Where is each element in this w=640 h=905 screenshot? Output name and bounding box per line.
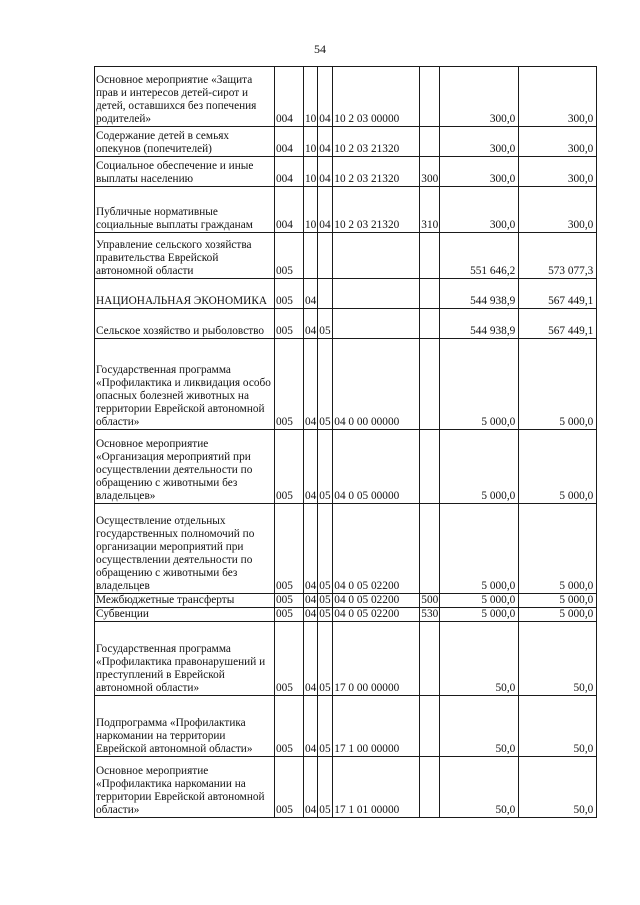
- row-name: Государственная программа «Профилактика правонарушений и преступлений в Еврейской автономной области»: [95, 622, 275, 696]
- row-name: Основное мероприятие «Организация мероприятий при осуществлении деятельности по обращению с животными без владельцев»: [95, 430, 275, 504]
- table-row: [95, 696, 597, 757]
- amount-year-2: 5 000,0: [519, 339, 597, 430]
- section-code: 10: [304, 157, 318, 187]
- subsection-code: 04: [318, 157, 333, 187]
- expense-type-code: [420, 696, 440, 757]
- expense-type-code: [420, 279, 440, 309]
- subsection-code: 05: [318, 757, 333, 818]
- subsection-code: 05: [318, 339, 333, 430]
- section-code: 04: [305, 594, 317, 606]
- amount-year-1: 50,0: [440, 757, 519, 818]
- row-name: Социальное обеспечение и иные выплаты населению: [95, 157, 275, 187]
- amount-year-2: 5 000,0: [519, 430, 597, 504]
- subsection-code: 05: [318, 504, 333, 594]
- target-item-code: 04 0 05 02200: [333, 594, 420, 608]
- section-code: 04: [304, 279, 318, 309]
- amount-year-1: 300,0: [440, 127, 519, 157]
- expense-type-code: 300: [420, 157, 440, 187]
- amount-year-2: 567 449,1: [519, 309, 597, 339]
- amount-year-1: 300,0: [440, 157, 519, 187]
- amount-year-2: 5 000,0: [519, 608, 597, 622]
- section-code: 04: [304, 309, 318, 339]
- subsection-code: 05: [318, 696, 333, 757]
- target-item-code: 10 2 03 21320: [333, 127, 420, 157]
- amount-year-1: 300,0: [440, 187, 519, 233]
- subsection-code: 04: [318, 187, 333, 233]
- subsection-code: [318, 233, 333, 279]
- section-code: 10: [304, 127, 318, 157]
- target-item-code: 10 2 03 00000: [333, 67, 420, 127]
- amount-year-2: 5 000,0: [519, 594, 597, 608]
- target-item-code: 04 0 05 02200: [333, 504, 420, 594]
- target-item-code: [333, 233, 420, 279]
- expense-type-code: [420, 757, 440, 818]
- subsection-code: 05: [318, 309, 333, 339]
- ved-code: 004: [275, 127, 304, 157]
- amount-year-1: 5 000,0: [440, 339, 519, 430]
- section-code: [304, 233, 318, 279]
- section-code: 04: [304, 504, 318, 594]
- amount-year-2: 573 077,3: [519, 233, 597, 279]
- subsection-code: 05: [318, 608, 333, 622]
- table-row: [95, 67, 597, 127]
- row-name: Осуществление отдельных государственных полномочий по организации мероприятий при осуществлении деятельности по обращению с животными без владельцев: [95, 504, 275, 594]
- amount-year-2: 300,0: [519, 157, 597, 187]
- ved-code: 005: [275, 309, 304, 339]
- target-item-code: 04 0 05 02200: [333, 608, 420, 622]
- table-row: [95, 157, 597, 187]
- section-code: 10: [304, 67, 318, 127]
- amount-year-1: 5 000,0: [440, 608, 519, 622]
- row-name: НАЦИОНАЛЬНАЯ ЭКОНОМИКА: [95, 279, 275, 309]
- amount-year-2: 5 000,0: [519, 504, 597, 594]
- table-row: [95, 279, 597, 309]
- table-row: [95, 127, 597, 157]
- row-name: Управление сельского хозяйства правительства Еврейской автономной области: [95, 233, 275, 279]
- ved-code: 004: [275, 187, 304, 233]
- expense-type-code: [420, 430, 440, 504]
- table-row: [95, 430, 597, 504]
- ved-code: 005: [275, 608, 304, 622]
- ved-code: 005: [275, 594, 304, 608]
- amount-year-2: 50,0: [519, 757, 597, 818]
- table-row: [95, 594, 597, 608]
- amount-year-1: 551 646,2: [440, 233, 519, 279]
- expense-type-code: [420, 67, 440, 127]
- amount-year-2: 300,0: [519, 187, 597, 233]
- row-name: Основное мероприятие «Профилактика наркомании на территории Еврейской автономной области»: [95, 757, 275, 818]
- table-row: [95, 233, 597, 279]
- ved-code: 005: [275, 757, 304, 818]
- row-name: Публичные нормативные социальные выплаты гражданам: [95, 187, 275, 233]
- target-item-code: 04 0 05 00000: [333, 430, 420, 504]
- budget-table: [94, 66, 597, 818]
- ved-code: 004: [275, 67, 304, 127]
- table-row: [95, 622, 597, 696]
- target-item-code: 17 0 00 00000: [333, 622, 420, 696]
- expense-type-code: [420, 309, 440, 339]
- section-code: 04: [305, 608, 317, 620]
- ved-code: 005: [275, 504, 304, 594]
- target-item-code: [333, 309, 420, 339]
- ved-code: 004: [275, 157, 304, 187]
- amount-year-1: 50,0: [440, 622, 519, 696]
- row-name: Содержание детей в семьях опекунов (попечителей): [95, 127, 275, 157]
- ved-code: 005: [275, 622, 304, 696]
- ved-code: 005: [275, 279, 304, 309]
- expense-type-code: 500: [421, 594, 439, 606]
- target-item-code: 10 2 03 21320: [333, 157, 420, 187]
- amount-year-1: 5 000,0: [440, 430, 519, 504]
- table-row: [95, 309, 597, 339]
- target-item-code: 17 1 01 00000: [333, 757, 420, 818]
- ved-code: 005: [275, 233, 304, 279]
- section-code: 04: [304, 430, 318, 504]
- amount-year-2: 50,0: [519, 696, 597, 757]
- row-name: Государственная программа «Профилактика и ликвидация особо опасных болезней животных на территории Еврейской автономной области»: [95, 339, 275, 430]
- subsection-code: 05: [318, 430, 333, 504]
- table-row: [95, 504, 597, 594]
- subsection-code: 05: [318, 594, 333, 608]
- amount-year-1: 544 938,9: [440, 309, 519, 339]
- amount-year-1: 5 000,0: [440, 594, 519, 608]
- target-item-code: [333, 279, 420, 309]
- amount-year-2: 300,0: [519, 67, 597, 127]
- ved-code: 005: [275, 339, 304, 430]
- row-name: Подпрограмма «Профилактика наркомании на территории Еврейской автономной области»: [95, 696, 275, 757]
- amount-year-1: 300,0: [440, 67, 519, 127]
- target-item-code: 10 2 03 21320: [333, 187, 420, 233]
- expense-type-code: [420, 622, 440, 696]
- table-row: [95, 339, 597, 430]
- section-code: 04: [304, 696, 318, 757]
- subsection-code: 04: [318, 67, 333, 127]
- section-code: 10: [304, 187, 318, 233]
- subsection-code: 05: [318, 622, 333, 696]
- expense-type-code: [420, 504, 440, 594]
- amount-year-2: 50,0: [519, 622, 597, 696]
- subsection-code: [318, 279, 333, 309]
- amount-year-1: 50,0: [440, 696, 519, 757]
- budget-table-body: [95, 67, 597, 818]
- target-item-code: 17 1 00 00000: [333, 696, 420, 757]
- table-row: [95, 608, 597, 622]
- ved-code: 005: [275, 696, 304, 757]
- ved-code: 005: [275, 430, 304, 504]
- expense-type-code: [420, 127, 440, 157]
- row-name: Субвенции: [95, 608, 275, 622]
- amount-year-2: 567 449,1: [519, 279, 597, 309]
- expense-type-code: [420, 233, 440, 279]
- subsection-code: 04: [318, 127, 333, 157]
- section-code: 04: [304, 622, 318, 696]
- row-name: Сельское хозяйство и рыболовство: [95, 309, 275, 339]
- row-name: Основное мероприятие «Защита прав и интересов детей-сирот и детей, оставшихся без попечения родителей»: [95, 67, 275, 127]
- expense-type-code: 530: [421, 608, 439, 620]
- amount-year-2: 300,0: [519, 127, 597, 157]
- expense-type-code: [420, 339, 440, 430]
- section-code: 04: [304, 757, 318, 818]
- amount-year-1: 544 938,9: [440, 279, 519, 309]
- section-code: 04: [304, 339, 318, 430]
- row-name: Межбюджетные трансферты: [95, 594, 275, 608]
- amount-year-1: 5 000,0: [440, 504, 519, 594]
- table-row: [95, 757, 597, 818]
- target-item-code: 04 0 00 00000: [333, 339, 420, 430]
- expense-type-code: 310: [420, 187, 440, 233]
- table-row: [95, 187, 597, 233]
- page-number: 54: [314, 42, 326, 56]
